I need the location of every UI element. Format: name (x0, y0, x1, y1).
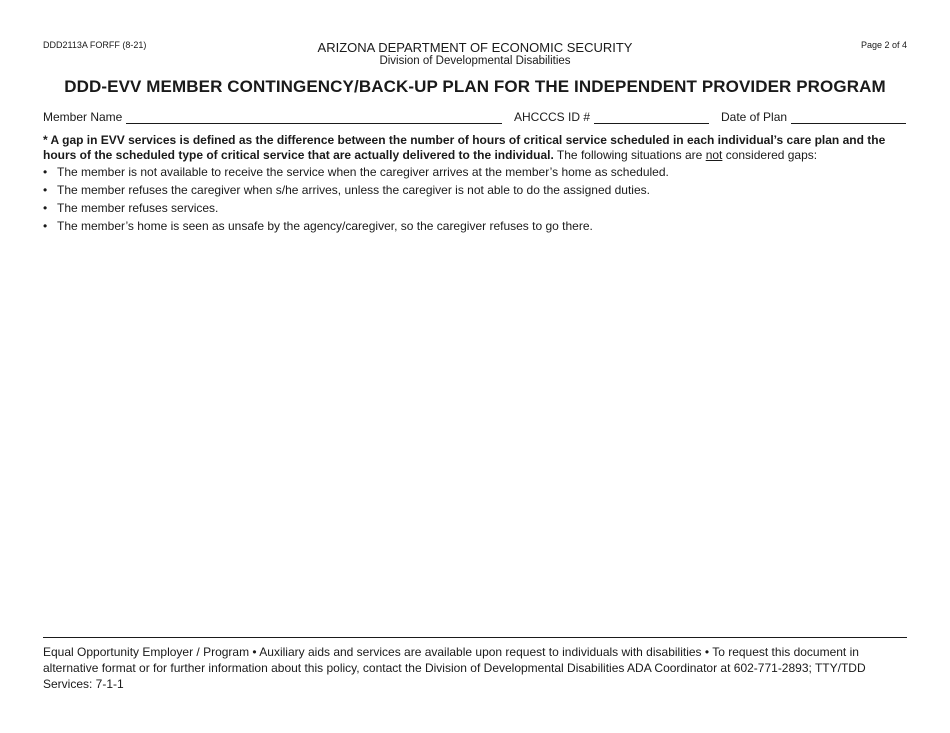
gap-definition (43, 133, 909, 163)
bullet-icon: • (43, 219, 48, 233)
member-name-field (43, 110, 502, 124)
list-item (43, 182, 909, 200)
division-name: Division of Developmental Disabilities (379, 55, 571, 67)
date-of-plan-input[interactable] (791, 112, 906, 124)
member-name-label: Member Name (43, 110, 123, 124)
bullet-icon: • (43, 165, 48, 179)
footer-divider (43, 637, 907, 638)
date-of-plan-label: Date of Plan (721, 110, 788, 124)
list-item-text: The member refuses the caregiver when s/he arrives, unless the caregiver is not able to do the assigned duties. (57, 183, 650, 197)
footer-notice: Equal Opportunity Employer / Program • Auxiliary aids and services are available upon request to individuals with disabilities • To request this document in alternative format or for further information about this policy, contact the Division of Developmental Disabilities ADA Coordinator at 602-771-2893; TTY/TDD Services: 7-1-1 (43, 645, 866, 691)
ahcccs-id-label: AHCCCS ID # (514, 110, 591, 124)
date-of-plan-field (721, 110, 906, 124)
gap-definition-not: not (705, 148, 723, 162)
gap-definition-post: considered gaps: (722, 148, 818, 162)
bullet-icon: • (43, 183, 48, 197)
list-item-text: The member’s home is seen as unsafe by the agency/caregiver, so the caregiver refuses to go there. (57, 219, 593, 233)
ahcccs-id-input[interactable] (594, 112, 709, 124)
list-item (43, 164, 909, 182)
gap-definition-bold: * A gap in EVV services is defined as the difference between the number of hours of critical service scheduled in each individual’s care plan and the hours of the scheduled type of critical service that are actually delivered to the individual. (43, 133, 886, 162)
agency-name: ARIZONA DEPARTMENT OF ECONOMIC SECURITY (317, 40, 633, 55)
page-title: DDD-EVV MEMBER CONTINGENCY/BACK-UP PLAN FOR THE INDEPENDENT PROVIDER PROGRAM (64, 77, 886, 96)
list-item (43, 200, 909, 218)
ahcccs-id-field (514, 110, 709, 124)
member-name-input[interactable] (126, 112, 502, 124)
bullet-icon: • (43, 201, 48, 215)
gap-definition-pre: The following situations are (553, 148, 706, 162)
page-number: Page 2 of 4 (860, 40, 907, 50)
non-gap-situations-list (43, 164, 909, 236)
form-id: DDD2113A FORFF (8-21) (43, 40, 147, 50)
list-item-text: The member is not available to receive the service when the caregiver arrives at the member’s home as scheduled. (57, 165, 669, 179)
list-item (43, 218, 909, 236)
member-info-row (43, 110, 907, 126)
list-item-text: The member refuses services. (57, 201, 219, 215)
